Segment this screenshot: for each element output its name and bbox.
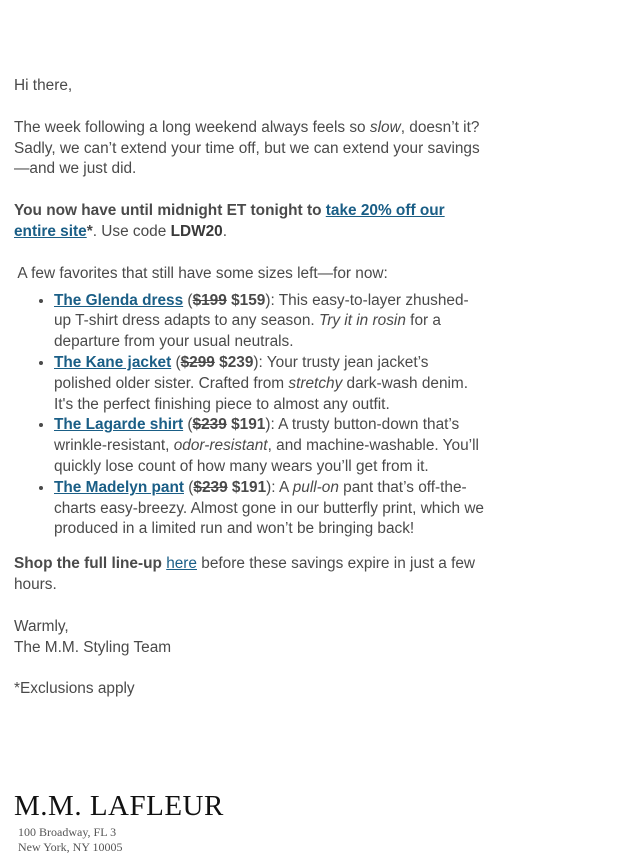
shop-paragraph [14, 554, 484, 596]
intro-paragraph [14, 118, 484, 180]
item-description-end: dark-wash denim. It's the perfect finishing piece to almost any outfit. [54, 374, 469, 413]
old-price: $199 [192, 291, 227, 309]
list-item: • The Madelyn pant ($239 $191): A pull-on pant that’s off-the-charts easy-breezy. Almost gone in our butterfly print, which we produced in a limited run and won’t be bringing back! [54, 478, 484, 540]
offer-code-text: . Use code [92, 222, 171, 240]
offer-paragraph [14, 201, 484, 243]
item-description-end: for a departure from your usual neutrals. [54, 312, 441, 351]
product-list [14, 291, 484, 541]
old-price: $239 [193, 478, 228, 496]
item-emphasis: stretchy [288, 374, 343, 392]
signoff: Warmly, [14, 617, 69, 635]
item-description: ): A [266, 478, 293, 496]
company-address [18, 825, 123, 855]
sale-price: $191 [231, 416, 266, 434]
brand-logo[interactable]: M.M. LAFLEUR [14, 790, 224, 822]
shop-here-link[interactable]: here [166, 555, 197, 573]
item-emphasis: pull-on [292, 478, 339, 496]
sitewide-sale-link[interactable]: take 20% off our entire site [14, 202, 445, 240]
item-description-end: pant that’s off-the-charts easy-breezy. Almost gone in our butterfly print, which we produced in a limited run and won’t be bringing back! [54, 478, 484, 538]
item-emphasis: Try it in rosin [318, 312, 406, 330]
intro-text-end: , doesn’t it? Sadly, we can’t extend your time off, but we can extend your savings—and we just did. [14, 118, 480, 178]
glenda-dress-link[interactable]: The Glenda dress [54, 291, 184, 309]
old-price: $239 [192, 416, 227, 434]
old-price: $299 [180, 353, 215, 371]
kane-jacket-link[interactable]: The Kane jacket [54, 353, 172, 371]
list-item: • The Lagarde shirt ($239 $191): A trusty button-down that’s wrinkle-resistant, odor-resistant, and machine-washable. You’ll quickly lose count of how many wears you’ll get from it. [54, 415, 484, 477]
item-description: ): This easy-to-layer zhushed-up T-shirt dress adapts to any season. [54, 291, 469, 330]
list-item: • The Kane jacket ($299 $239): Your trusty jean jacket’s polished older sister. Crafted from stretchy dark-wash denim. It's the perfect finishing piece to almost any outfit. [54, 353, 484, 415]
madelyn-pant-link[interactable]: The Madelyn pant [54, 478, 184, 496]
intro-emphasis: slow [369, 118, 401, 136]
shop-lead: Shop the full line-up [14, 555, 167, 573]
sale-price: $191 [231, 478, 267, 496]
item-description: ): A trusty button-down that’s wrinkle-resistant, [54, 416, 460, 455]
lagarde-shirt-link[interactable]: The Lagarde shirt [54, 416, 184, 434]
offer-end: . [222, 222, 228, 240]
offer-asterisk: * [86, 222, 93, 240]
greeting: Hi there, [14, 77, 73, 94]
address-line-2: New York, NY 10005 [18, 840, 123, 854]
favorites-intro: A few favorites that still have some sizes left—for now: [14, 264, 388, 282]
address-line-1: 100 Broadway, FL 3 [18, 825, 117, 839]
team-signature: The M.M. Styling Team [14, 638, 172, 656]
shop-after: before these savings expire in just a few hours. [14, 555, 476, 593]
item-description: ): Your trusty jean jacket’s polished older sister. Crafted from [54, 353, 429, 392]
offer-lead: You now have until midnight ET tonight to [14, 202, 326, 220]
sale-price: $239 [219, 353, 254, 371]
sale-price: $159 [231, 291, 266, 309]
email-body [14, 76, 484, 700]
item-emphasis: odor-resistant [173, 437, 268, 455]
intro-text: The week following a long weekend always feels so [14, 118, 370, 136]
promo-code: LDW20 [170, 222, 223, 240]
exclusions-note: *Exclusions apply [14, 680, 135, 698]
item-description-end: , and machine-washable. You’ll quickly lose count of how many wears you’ll get from it. [54, 437, 479, 475]
list-item: • The Glenda dress ($199 $159): This easy-to-layer zhushed-up T-shirt dress adapts to any season. Try it in rosin for a departure from your usual neutrals. [54, 291, 484, 353]
